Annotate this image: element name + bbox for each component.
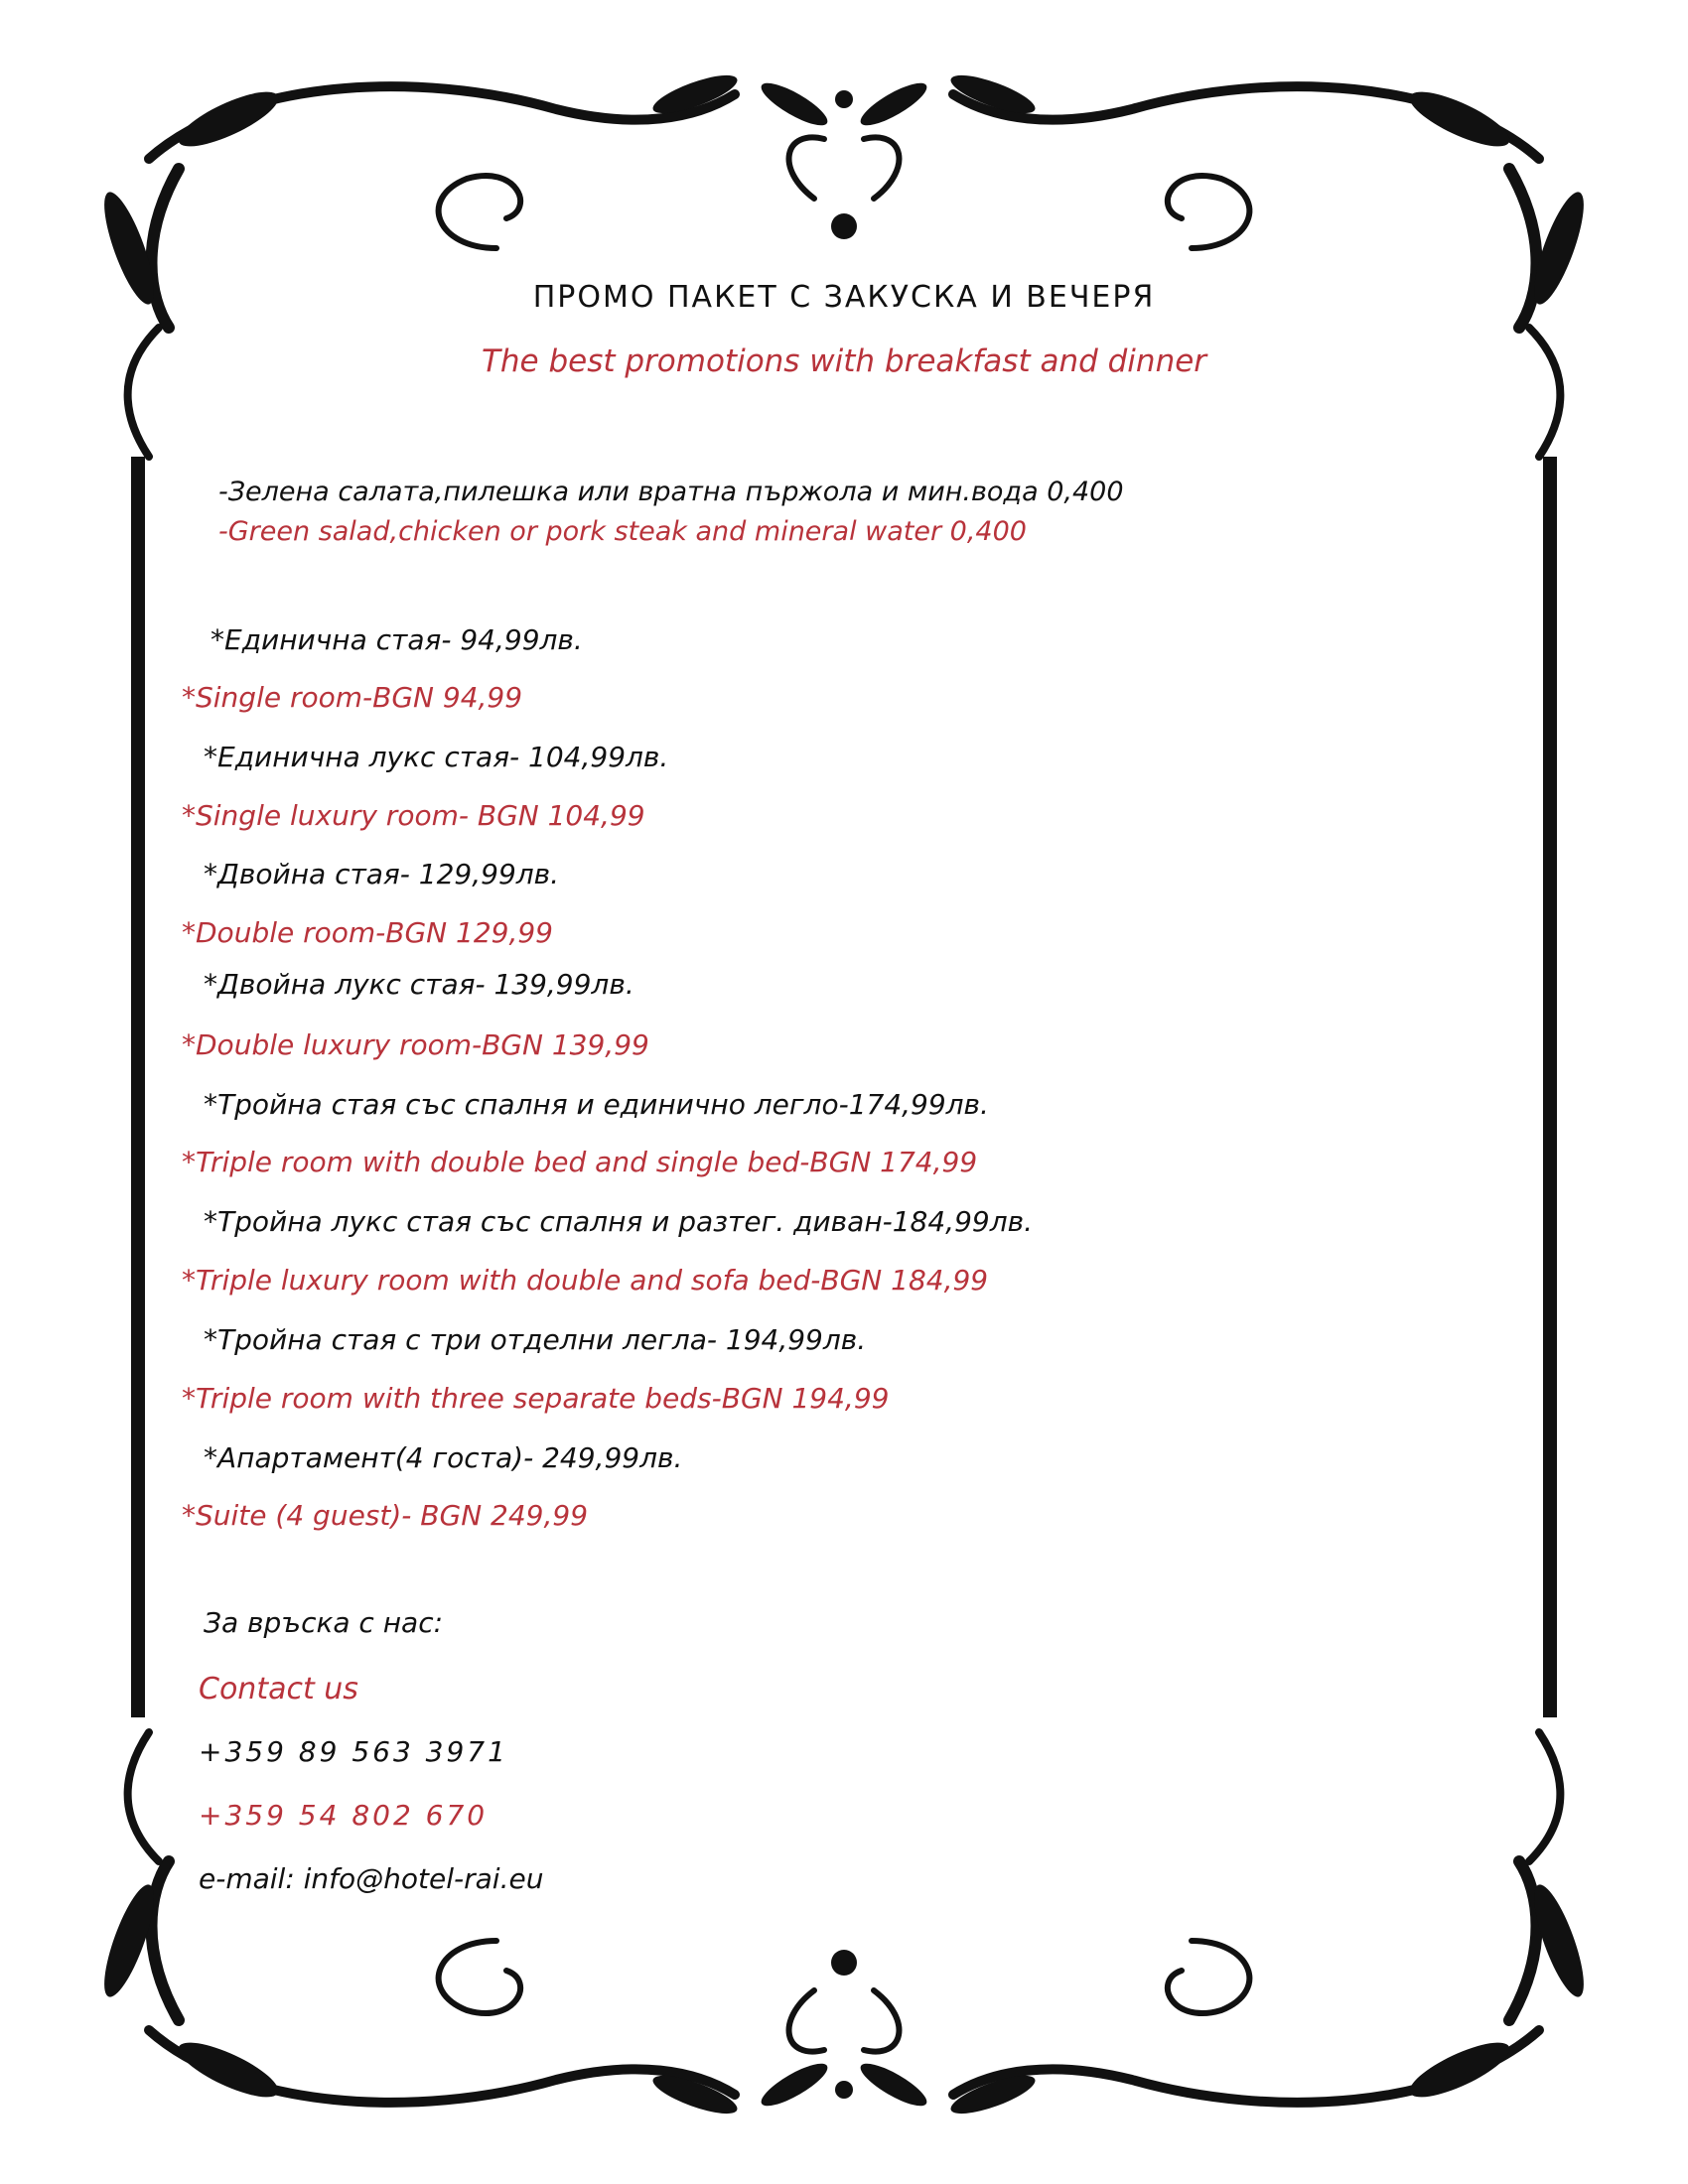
phone-mobile[interactable]: +359 89 563 3971: [199, 1735, 508, 1768]
page-subtitle-en: The best promotions with breakfast and dinner: [481, 343, 1207, 379]
bottom-dot-ornament: [831, 1950, 857, 1976]
room-price-bg: *Единична стая- 94,99лв.: [211, 623, 583, 656]
contact-heading-bg: За връска с нас:: [204, 1606, 444, 1639]
email-address[interactable]: e-mail: info@hotel-rai.eu: [199, 1862, 544, 1895]
room-price-en: *Single luxury room- BGN 104,99: [182, 799, 645, 832]
room-price-bg: *Тройна стая със спалня и единично легло-174,99лв.: [204, 1088, 989, 1121]
top-dot-ornament: [831, 213, 857, 239]
menu-line-en: -Green salad,chicken or pork steak and mineral water 0,400: [218, 516, 1027, 547]
room-price-bg: *Двойна лукс стая- 139,99лв.: [204, 968, 634, 1001]
bottom-leaves: [94, 1879, 1593, 2120]
room-price-bg: *Апартамент(4 госта)- 249,99лв.: [204, 1441, 683, 1474]
room-price-en: *Double luxury room-BGN 139,99: [182, 1028, 649, 1061]
room-price-bg: *Тройна лукс стая със спалня и разтег. диван-184,99лв.: [204, 1205, 1033, 1238]
top-leaves: [94, 68, 1593, 309]
room-price-bg: *Единична лукс стая- 104,99лв.: [204, 741, 669, 773]
room-price-en: *Double room-BGN 129,99: [182, 916, 553, 949]
phone-landline[interactable]: +359 54 802 670: [199, 1799, 489, 1832]
room-price-en: *Single room-BGN 94,99: [182, 681, 523, 714]
room-price-en: *Suite (4 guest)- BGN 249,99: [182, 1499, 589, 1532]
right-border-bar: [1543, 457, 1557, 1717]
room-price-en: *Triple luxury room with double and sofa bed-BGN 184,99: [182, 1264, 989, 1297]
top-ornament: [128, 86, 1561, 457]
room-price-en: *Triple room with three separate beds-BGN 194,99: [182, 1382, 890, 1415]
contact-heading-en: Contact us: [199, 1672, 358, 1706]
room-price-bg: *Двойна стая- 129,99лв.: [204, 858, 560, 890]
bottom-ornament: [128, 1732, 1561, 2103]
left-border-bar: [131, 457, 145, 1717]
room-price-bg: *Тройна стая с три отделни легла- 194,99лв.: [204, 1323, 867, 1356]
menu-line-bg: -Зелена салата,пилешка или вратна пържола и мин.вода 0,400: [218, 477, 1124, 507]
room-price-en: *Triple room with double bed and single bed-BGN 174,99: [182, 1146, 978, 1178]
page-title-bg: ПРОМО ПАКЕТ С ЗАКУСКА И ВЕЧЕРЯ: [532, 280, 1156, 315]
